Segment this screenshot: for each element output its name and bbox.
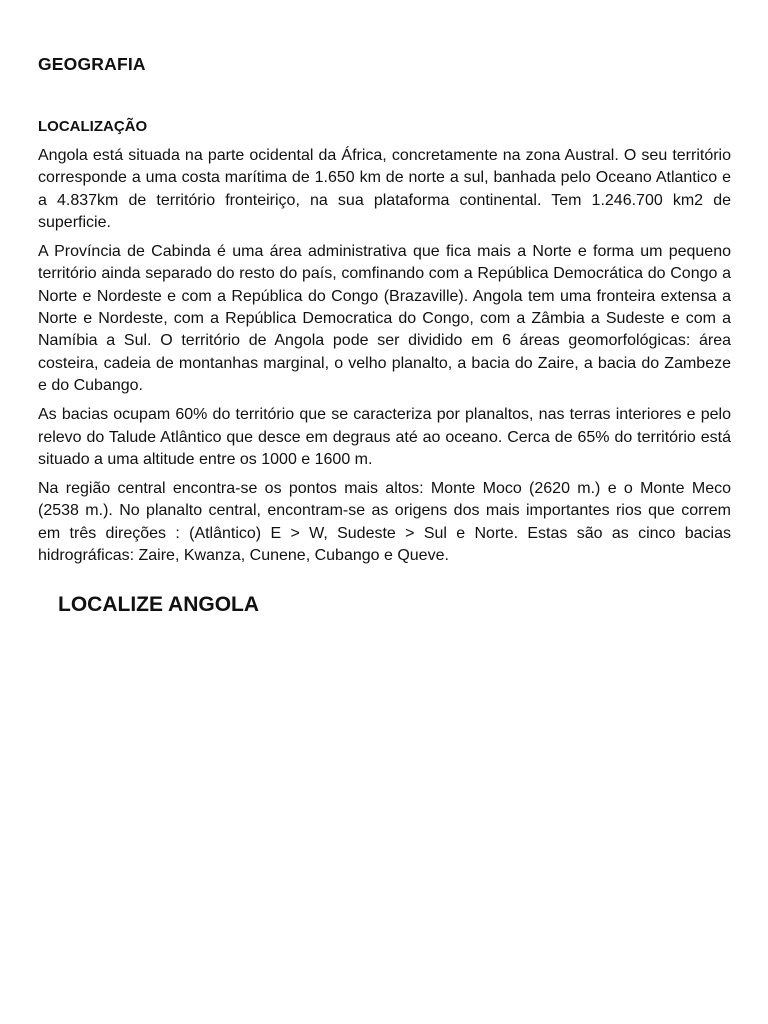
subtitle-localize-angola: LOCALIZE ANGOLA <box>58 593 260 616</box>
section-title-localizacao: LOCALIZAÇÃO <box>38 118 148 135</box>
document-title: GEOGRAFIA <box>38 54 146 74</box>
paragraph-4: Na região central encontra-se os pontos mais altos: Monte Moco (2620 m.) e o Monte Meco (2538 m.). No planalto central, encontram-se as origens dos mais importantes rios que correm em três direções : (Atlântico) E > W, Sudeste > Sul e Norte. Estas são as cinco bacias hidrográficas: Zaire, Kwanza, Cunene, Cubango e Queve. <box>38 480 731 565</box>
document-body <box>38 145 731 574</box>
paragraph-2: A Província de Cabinda é uma área administrativa que fica mais a Norte e forma um pequeno território ainda separado do resto do país, comfinando com a República Democrática do Congo a Norte e Nordeste e com a República do Congo (Brazaville). Angola tem uma fronteira extensa a Norte e Nordeste, com a República Democratica do Congo, com a Zâmbia a Sudeste e com a Namíbia a Sul. O território de Angola pode ser dividido em 6 áreas geomorfológicas: área costeira, cadeia de montanhas marginal, o velho planalto, a bacia do Zaire, a bacia do Zambeze e do Cubango. <box>38 243 731 394</box>
paragraph-1: Angola está situada na parte ocidental da África, concretamente na zona Austral. O seu território corresponde a uma costa marítima de 1.650 km de norte a sul, banhada pelo Oceano Atlantico e a 4.837km de território fronteiriço, na sua plataforma continental. Tem 1.246.700 km2 de superficie. <box>38 147 731 231</box>
paragraph-3: As bacias ocupam 60% do território que se caracteriza por planaltos, nas terras interiores e pelo relevo do Talude Atlântico que desce em degraus até ao oceano. Cerca de 65% do território está situado a uma altitude entre os 1000 e 1600 m. <box>38 406 731 468</box>
